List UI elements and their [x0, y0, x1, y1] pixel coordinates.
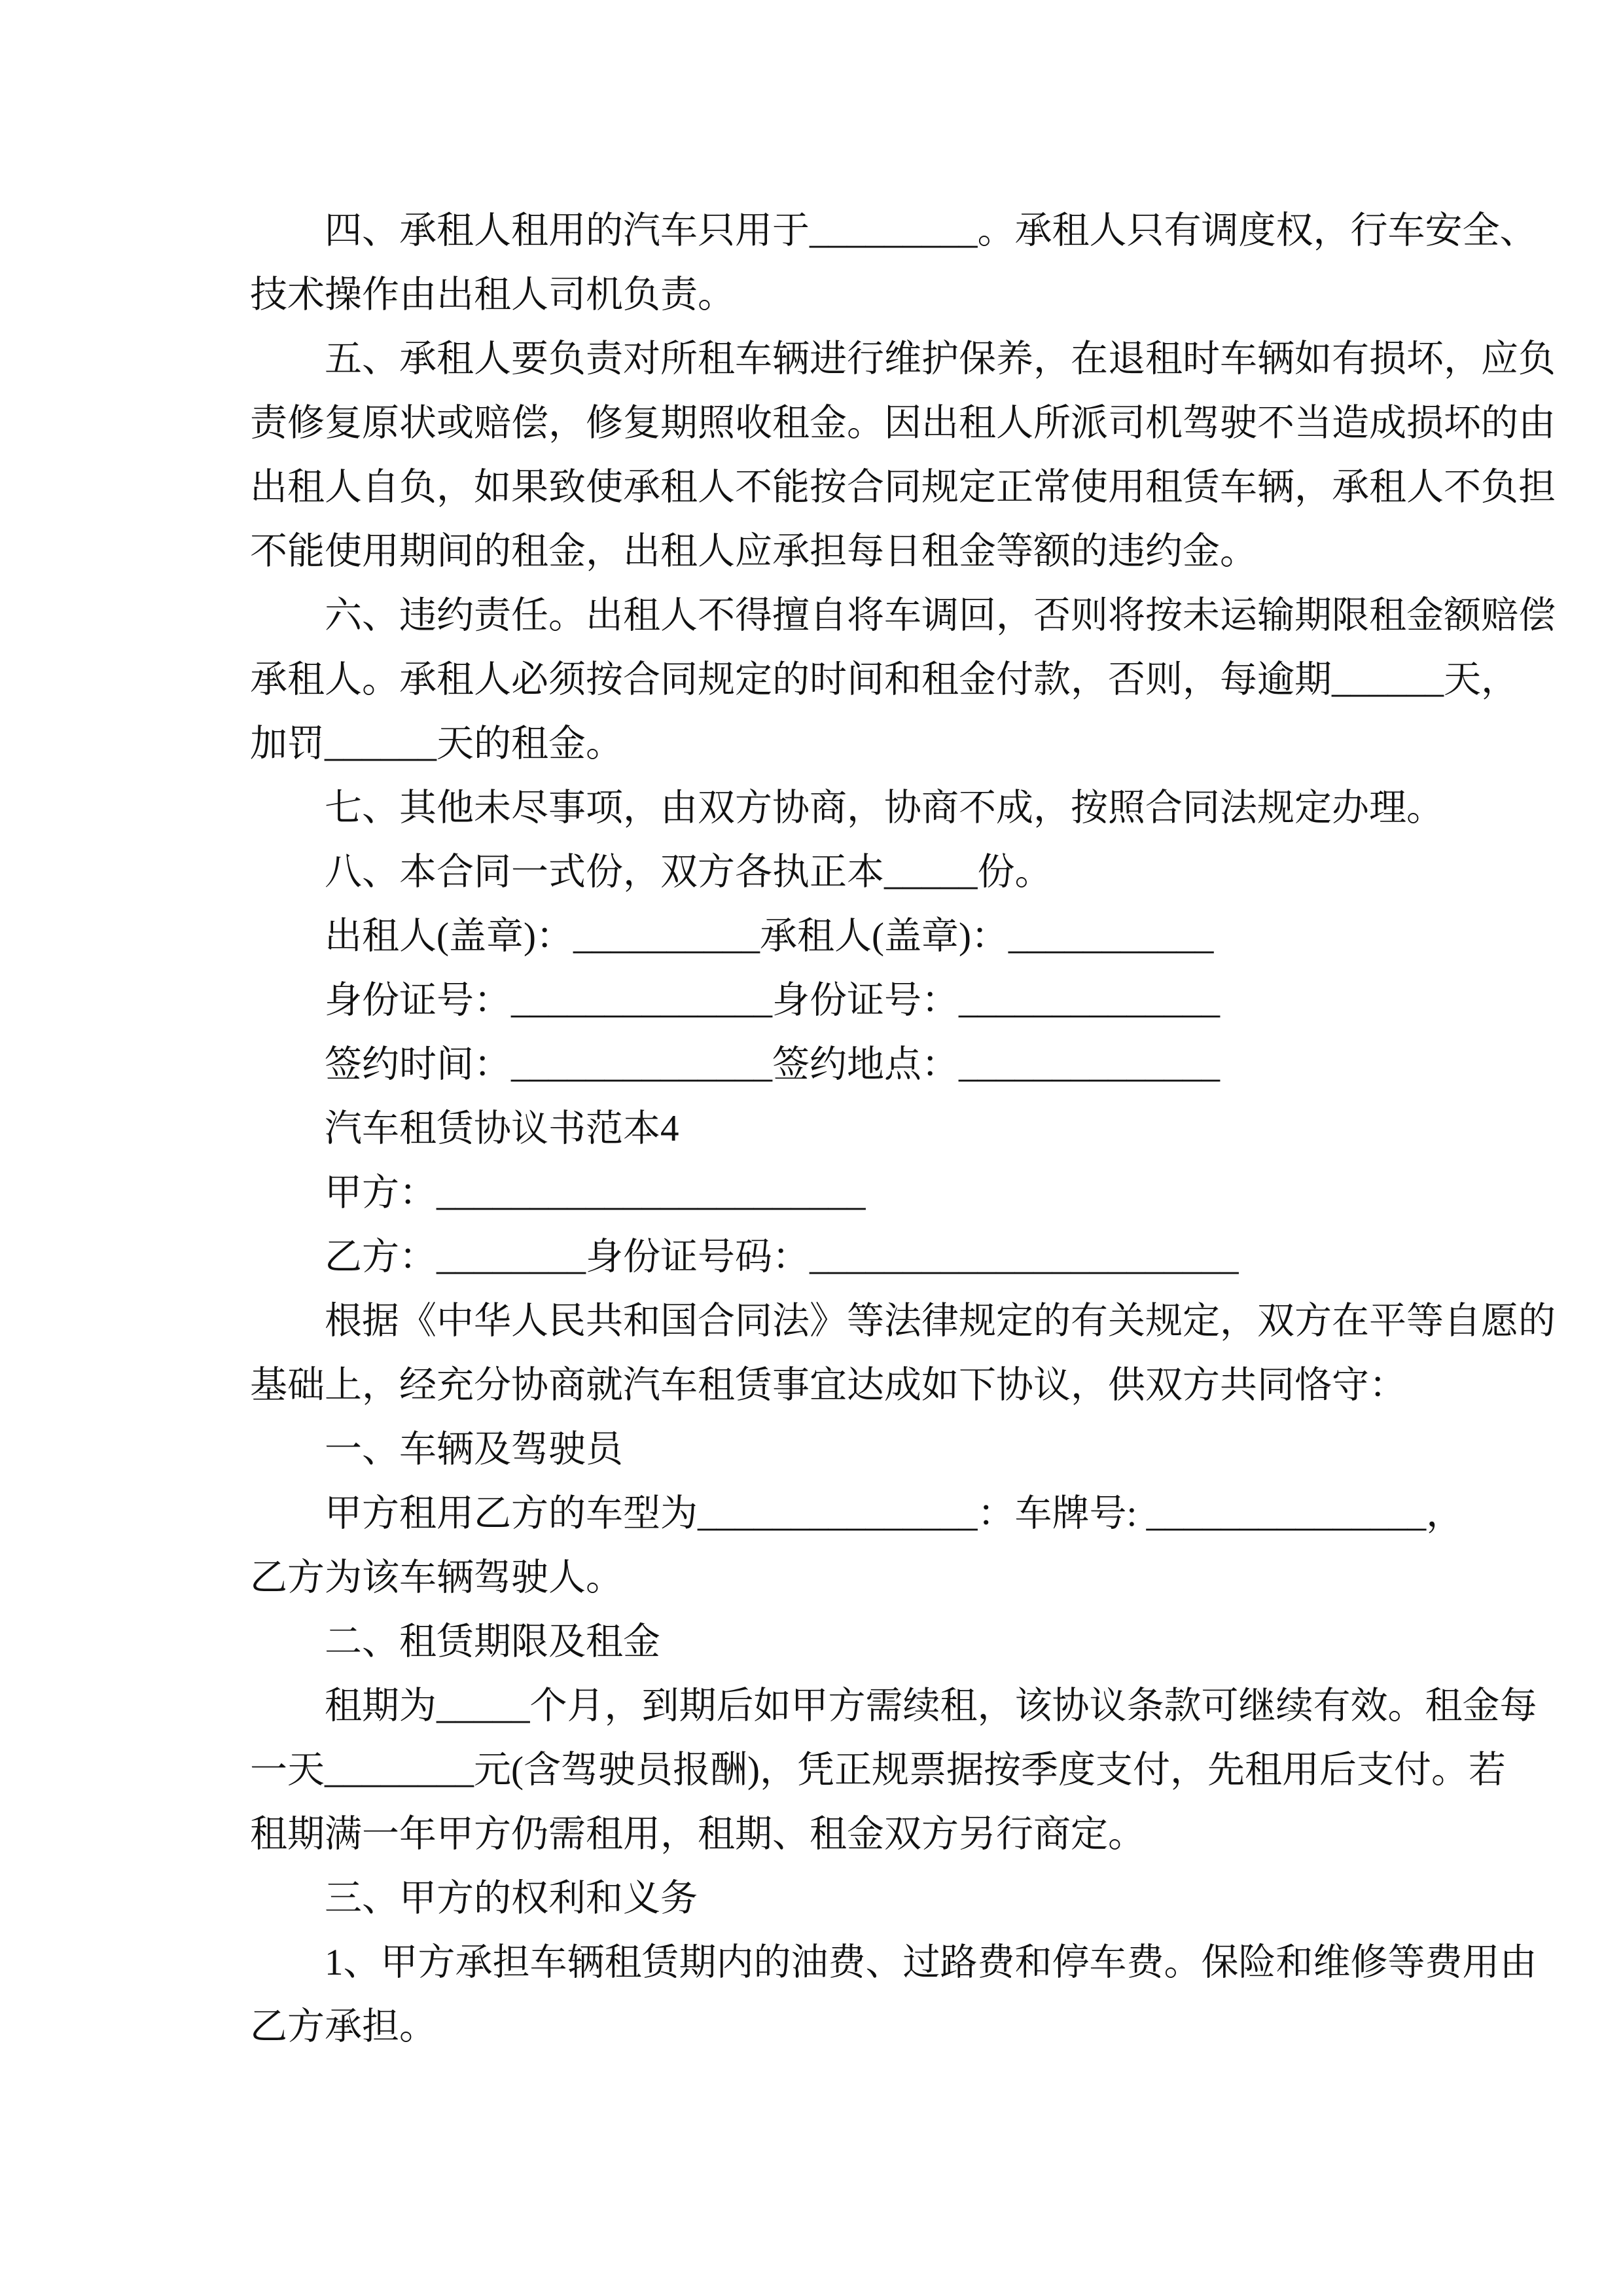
document-text-line: 身份证号：______________身份证号：______________ — [325, 980, 1220, 1021]
document-text-line: 三、甲方的权利和义务 — [325, 1878, 698, 1919]
document-text-line: 租期满一年甲方仍需租用，租期、租金双方另行商定。 — [250, 1814, 1145, 1855]
document-text-line: 八、本合同一式份，双方各执正本_____份。 — [325, 852, 1052, 893]
document-text-line: 一、车辆及驾驶员 — [325, 1429, 623, 1470]
document-text-line: 六、违约责任。出租人不得擅自将车调回，否则将按未运输期限租金额赔偿 — [325, 595, 1556, 636]
document-text-line: 二、租赁期限及租金 — [325, 1621, 660, 1662]
document-text-line: 出租人(盖章)：__________承租人(盖章)：___________ — [325, 916, 1214, 957]
document-text-line: 七、其他未尽事项，由双方协商，协商不成，按照合同法规定办理。 — [325, 787, 1444, 829]
document-text-line: 乙方：________身份证号码：_______________________ — [325, 1236, 1239, 1278]
document-text-line: 一天________元(含驾驶员报酬)，凭正规票据按季度支付，先租用后支付。若 — [250, 1749, 1506, 1791]
document-text-line: 1、甲方承担车辆租赁期内的油费、过路费和停车费。保险和维修等费用由 — [325, 1942, 1537, 1983]
document-text-line: 甲方租用乙方的车型为_______________：车牌号: _______________， — [325, 1493, 1464, 1534]
document-text-line: 承租人。承租人必须按合同规定的时间和租金付款，否则，每逾期______天， — [250, 659, 1518, 700]
document-text-line: 五、承租人要负责对所租车辆进行维护保养，在退租时车辆如有损坏，应负 — [325, 338, 1556, 380]
document-text-line: 根据《中华人民共和国合同法》等法律规定的有关规定，双方在平等自愿的 — [325, 1300, 1556, 1342]
document-text-line: 签约时间：______________签约地点：______________ — [325, 1044, 1220, 1085]
document-text-line: 出租人自负，如果致使承租人不能按合同规定正常使用租赁车辆，承租人不负担 — [250, 467, 1556, 508]
document-text-line: 技术操作由出租人司机负责。 — [250, 274, 735, 315]
document-page — [250, 199, 1556, 2059]
document-text-line: 责修复原状或赔偿，修复期照收租金。因出租人所派司机驾驶不当造成损坏的由 — [250, 403, 1556, 444]
document-text-line: 基础上，经充分协商就汽车租赁事宜达成如下协议，供双方共同恪守： — [250, 1365, 1406, 1406]
document-text-line: 甲方：_______________________ — [325, 1172, 866, 1213]
document-text-line: 租期为_____个月，到期后如甲方需续租，该协议条款可继续有效。租金每 — [325, 1685, 1537, 1727]
document-text-line: 汽车租赁协议书范本4 — [325, 1108, 679, 1149]
document-text-line: 加罚______天的租金。 — [250, 723, 623, 764]
document-text-line: 四、承租人租用的汽车只用于_________。承租人只有调度权，行车安全、 — [325, 210, 1537, 251]
document-text-line: 乙方承担。 — [250, 2006, 437, 2047]
document-text-line: 乙方为该车辆驾驶人。 — [250, 1557, 623, 1598]
document-text-line: 不能使用期间的租金，出租人应承担每日租金等额的违约金。 — [250, 531, 1257, 572]
